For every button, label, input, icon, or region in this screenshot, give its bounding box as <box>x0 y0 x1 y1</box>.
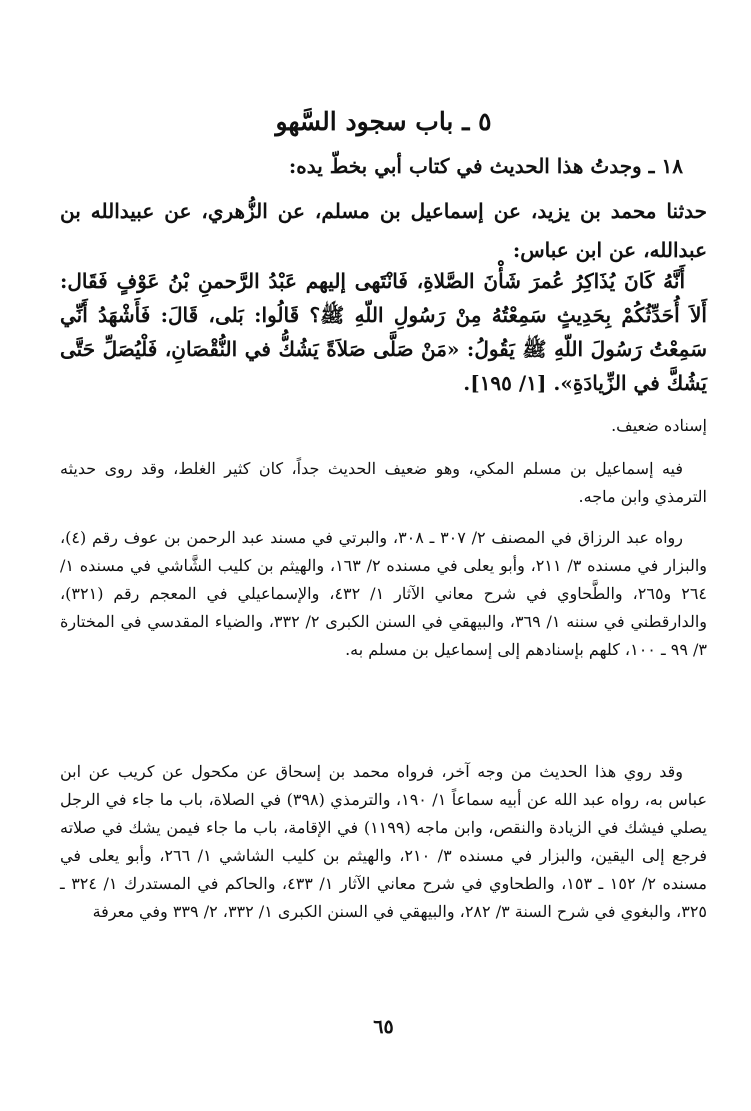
commentary-paragraph-other-route: وقد روي هذا الحديث من وجه آخر، فرواه محمد بن إسحاق عن مكحول عن كريب عن ابن عباس به، رواه عبد الله عن أبيه سماعاً ١/ ١٩٠، والترمذي (٣٩٨) في الصلاة، باب ما جاء في الرجل يصلي فيشك في الزيادة والنقص، وابن ماجه (١١٩٩) في الإقامة، باب ما جاء فيمن يشك في صلاته فرجع إلى اليقين، والبزار في مسنده ٣/ ٢١٠، والهيثم بن كليب الشاشي ١/ ٢٦٦، وأبو يعلى في مسنده ٢/ ١٥٢ ـ ١٥٣، والطحاوي في شرح معاني الآثار ١/ ٤٣٣، والحاكم في المستدرك ١/ ٣٢٤ ـ ٣٢٥، والبغوي في شرح السنة ٣/ ٢٨٢، والبيهقي في السنن الكبرى ١/ ٣٣٢، ٢/ ٣٣٩ وفي معرفة <box>60 762 707 921</box>
hadith-chain-of-narration: حدثنا محمد بن يزيد، عن إسماعيل بن مسلم، عن الزُّهري، عن عبيدالله بن عبدالله، عن ابن عباس: <box>60 199 707 262</box>
isnad-grading: إسناده ضعيف. <box>611 416 707 435</box>
hadith-text: أَنَّهُ كَانَ يُذَاكِرُ عُمرَ شَأْنَ الصَّلاةِ، فَانْتَهى إليهم عَبْدُ الرَّحمنِ بْنُ عَوْفٍ فَقَال: أَلاَ أُحَدِّثُكُمْ بِحَدِيثٍ سَمِعْتُهُ مِنْ رَسُولِ اللّهِ ﷺ؟ قَالُوا: بَلى، قَالَ: فَأَشْهَدُ أَنِّي سَمِعْتُ رَسُولَ اللّهِ ﷺ يَقُولُ: «مَنْ صَلَّى صَلاَةً يَشُكُّ في النُّقْصَانِ، فَلْيُصَلِّ حَتَّى يَشُكَّ في الزِّيادَةِ». [١/ ١٩٥]. <box>60 269 707 395</box>
hadith-intro: ١٨ ـ وجدتُ هذا الحديث في كتاب أبي بخطّ يده: <box>288 154 683 178</box>
commentary-paragraph-sources: رواه عبد الرزاق في المصنف ٢/ ٣٠٧ ـ ٣٠٨، والبرتي في مسند عبد الرحمن بن عوف رقم (٤)، والبزار في مسنده ٣/ ٢١١، وأبو يعلى في مسنده ٢/ ١٦٣، والهيثم بن كليب الشَّاشي في مسنده ١/ ٢٦٤ و٢٦٥، والطَّحاوي في شرح معاني الآثار ١/ ٤٣٢، والإسماعيلي في المعجم رقم (٣٢١)، والدارقطني في سننه ١/ ٣٦٩، والبيهقي في السنن الكبرى ٢/ ٣٣٢، والضياء المقدسي في المختارة ٣/ ٩٩ ـ ١٠٠، كلهم بإسنادهم إلى إسماعيل بن مسلم به. <box>60 528 708 659</box>
chapter-title: ٥ ـ باب سجود السَّهو <box>275 107 492 136</box>
page-number: ٦٥ <box>373 1016 394 1038</box>
book-page <box>60 0 707 1111</box>
commentary-paragraph-narrator: فيه إسماعيل بن مسلم المكي، وهو ضعيف الحديث جداً، كان كثير الغلط، وقد روى حديثه الترمذي وابن ماجه. <box>60 459 707 506</box>
